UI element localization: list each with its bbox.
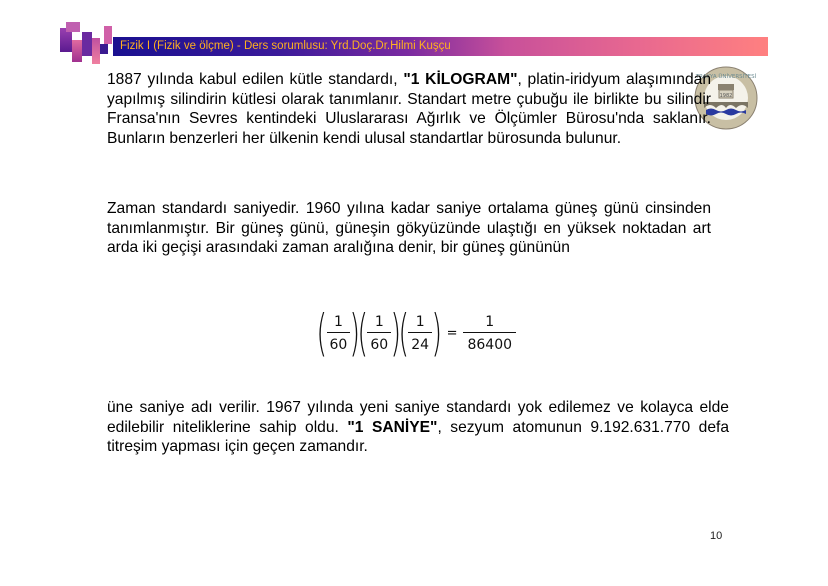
paragraph-kilogram xyxy=(107,70,711,148)
paragraph-time-standard xyxy=(107,199,711,258)
formula: ( $\frac{1}{60}$ ) ( $\frac{1}{60}$ ) ( $\frac{1}{24}$ ) = $\frac{1}{86400}$ xyxy=(318,305,517,361)
fraction-result: $\frac{1}{86400}$ xyxy=(463,313,516,354)
equals-sign: = xyxy=(446,325,458,341)
p1-text-after: , platin-iridyum alaşımından yapılmış silindirin kütlesi olarak tanımlanır. Standart metre çubuğu ile birlikte bu silindir Fransa'nın Sevres kentindeki Uluslararası Ağırlık ve Ölçümler Bürosu'nda saklanır. Bunların benzerleri her ülkenin kendi ulusal standartlar bürosunda bulunur. xyxy=(107,71,711,147)
p1-text-before: 1887 yılında kabul edilen kütle standardı, xyxy=(107,71,404,88)
p3-bold-second: "1 SANİYE" xyxy=(347,418,438,436)
header-title: Fizik I (Fizik ve ölçme) - Ders sorumlusu: Yrd.Doç.Dr.Hilmi Kuşçu xyxy=(120,40,451,52)
p1-bold-kilogram: "1 KİLOGRAM" xyxy=(403,71,518,88)
svg-text:1982: 1982 xyxy=(719,93,733,99)
p3-text-after: , sezyum atomunun 9.192.631.770 defa titreşim yapması için geçen zamandır. xyxy=(107,418,729,456)
p2-text: Zaman standardı saniyedir. 1960 yılına kadar saniye ortalama güneş günü cinsinden tanımlanmıştır. Bir güneş günü, güneşin gökyüzünde ulaştığı en yüksek noktadan art arda iki geçişi arasındaki zaman aralığına denir, bir güneş gününün xyxy=(107,200,711,257)
fraction-1: $\frac{1}{60}$ xyxy=(327,313,351,354)
p3-text-before: üne saniye adı verilir. 1967 yılında yeni saniye standardı yok edilemez ve kolayca elde edilebilir niteliklerine sahip oldu. xyxy=(107,399,729,436)
paragraph-second xyxy=(107,398,729,457)
fraction-3: $\frac{1}{24}$ xyxy=(408,313,432,354)
page-number: 10 xyxy=(710,530,723,542)
fraction-2: $\frac{1}{60}$ xyxy=(367,313,391,354)
svg-text:TRAKYA ÜNİVERSİTESİ: TRAKYA ÜNİVERSİTESİ xyxy=(695,74,757,80)
